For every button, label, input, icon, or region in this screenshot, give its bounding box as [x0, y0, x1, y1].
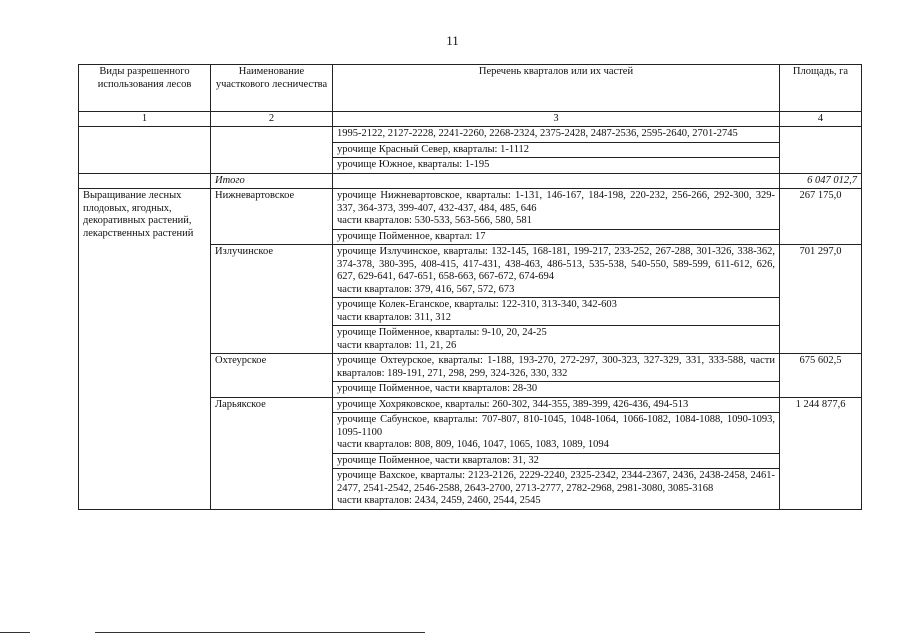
usage-type-cell: Выращивание лесных плодовых, ягодных, декоративных растений, лекарственных растений — [79, 189, 211, 510]
quarters-cell: урочище Красный Север, кварталы: 1-1112 — [333, 142, 780, 158]
total-row — [79, 173, 862, 189]
table-row — [79, 127, 862, 143]
column-number-1: 1 — [79, 112, 211, 127]
header-area: Площадь, га — [780, 65, 862, 112]
area-laryakskoe: 1 244 877,6 — [780, 397, 862, 509]
quarters-cell: 1995-2122, 2127-2228, 2241-2260, 2268-2324, 2375-2428, 2487-2536, 2595-2640, 2701-2745 — [333, 127, 780, 143]
quarters-cell: урочище Пойменное, части кварталов: 31, 32 — [333, 453, 780, 469]
page-number: 11 — [446, 33, 459, 48]
scan-margin-line-bottom — [95, 632, 425, 633]
usage-type-cell-cont — [79, 127, 211, 174]
header-quarters-list: Перечень кварталов или их частей — [333, 65, 780, 112]
quarters-text: урочище Излучинское, кварталы: 132-145, 168-181, 199-217, 233-252, 267-288, 301-326, 338-362, 374-378, 380-395, 408-415, 417-431, 438-463, 486-513, 535-538, 540-550, 589-599, 611-612, 626, 627, 629-641, 647-651, 658-663, 667-672, 674-694 — [337, 246, 775, 282]
column-number-2: 2 — [211, 112, 333, 127]
forestry-name-nizhnevartovskoe: Нижневартовское — [211, 189, 333, 245]
quarters-cell: урочище Пойменное, квартал: 17 — [333, 229, 780, 245]
quarters-cell — [333, 298, 780, 326]
forestry-name-laryakskoe: Ларьякское — [211, 397, 333, 509]
forestry-name-izluchinskoe: Излучинское — [211, 245, 333, 354]
column-number-3: 3 — [333, 112, 780, 127]
total-empty-list-cell — [333, 173, 780, 189]
quarters-parts-text: части кварталов: 808, 809, 1046, 1047, 1065, 1083, 1089, 1094 — [337, 439, 609, 450]
area-nizhnevartovskoe: 267 175,0 — [780, 189, 862, 245]
total-area: 6 047 012,7 — [780, 173, 862, 189]
column-number-row — [79, 112, 862, 127]
header-row — [79, 65, 862, 112]
total-empty-cell — [79, 173, 211, 189]
quarters-text: урочище Пойменное, кварталы: 9-10, 20, 24-25 — [337, 327, 547, 338]
forestry-name-cell-cont — [211, 127, 333, 174]
area-okhteurskoe: 675 602,5 — [780, 354, 862, 398]
header-usage-type: Виды разрешенного использования лесов — [79, 65, 211, 112]
area-cell-cont — [780, 127, 862, 174]
quarters-cell — [333, 189, 780, 230]
quarters-text: урочище Сабунское, кварталы: 707-807, 810-1045, 1048-1064, 1066-1082, 1084-1088, 1090-1093, 1095-1100 — [337, 414, 775, 438]
area-izluchinskoe: 701 297,0 — [780, 245, 862, 354]
quarters-cell: урочище Пойменное, части кварталов: 28-30 — [333, 382, 780, 398]
header-forestry-name: Наименование участкового лесничества — [211, 65, 333, 112]
column-number-4: 4 — [780, 112, 862, 127]
quarters-parts-text: части кварталов: 11, 21, 26 — [337, 339, 457, 351]
quarters-text: урочище Нижневартовское, кварталы: 1-131, 146-167, 184-198, 220-232, 256-266, 292-300, 329-337, 364-373, 399-407, 432-437, 484, 485, 646 — [337, 190, 775, 214]
quarters-cell — [333, 326, 780, 354]
quarters-parts-text: части кварталов: 530-533, 563-566, 580, 581 — [337, 215, 532, 226]
quarters-text: урочище Колек-Еганское, кварталы: 122-310, 313-340, 342-603 — [337, 299, 617, 310]
quarters-parts-text: части кварталов: 2434, 2459, 2460, 2544, 2545 — [337, 495, 541, 506]
quarters-cell — [333, 413, 780, 454]
quarters-cell — [333, 469, 780, 510]
quarters-cell: урочище Охтеурское, кварталы: 1-188, 193-270, 272-297, 300-323, 327-329, 331, 333-588, части кварталов: 189-191, 271, 298, 299, 324-326, 330, 332 — [333, 354, 780, 382]
forestry-name-okhteurskoe: Охтеурское — [211, 354, 333, 398]
quarters-cell: урочище Южное, кварталы: 1-195 — [333, 158, 780, 174]
quarters-parts-text: части кварталов: 311, 312 — [337, 311, 451, 323]
scan-margin-line-left — [0, 632, 30, 633]
total-label: Итого — [211, 173, 333, 189]
quarters-cell — [333, 245, 780, 298]
quarters-text: урочище Вахское, кварталы: 2123-2126, 2229-2240, 2325-2342, 2344-2367, 2436, 2438-2458, 2461-2477, 2541-2542, 2546-2588, 2643-2700, 2713-2777, 2782-2968, 2981-3080, 3085-3168 — [337, 470, 775, 494]
table-row — [79, 189, 862, 230]
forest-use-table — [78, 64, 862, 510]
quarters-parts-text: части кварталов: 379, 416, 567, 572, 673 — [337, 283, 515, 295]
quarters-cell: урочище Хохряковское, кварталы: 260-302, 344-355, 389-399, 426-436, 494-513 — [333, 397, 780, 413]
